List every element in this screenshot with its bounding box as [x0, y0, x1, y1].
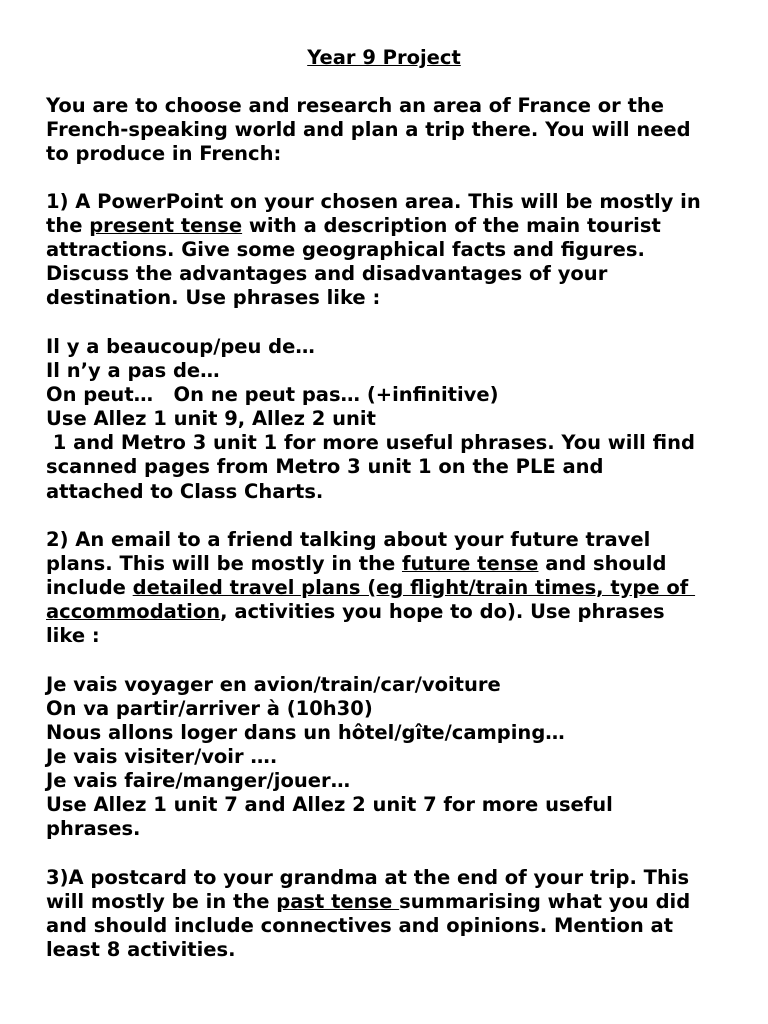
section3-line-3: and should include connectives and opinions. Mention at — [46, 914, 674, 937]
section2-phrase-6: Use Allez 1 unit 7 and Allez 2 unit 7 for more useful — [46, 793, 613, 816]
section2-phrase-7: phrases. — [46, 817, 141, 840]
section2-line-4 — [46, 600, 665, 624]
past-tense-underlined: past tense — [276, 890, 400, 913]
section1-phrase-5: 1 and Metro 3 unit 1 for more useful phrases. You will find — [46, 431, 695, 454]
section2-line-2-post: and should — [538, 552, 667, 575]
future-tense-underlined: future tense — [401, 552, 539, 575]
section1-phrase-6: scanned pages from Metro 3 unit 1 on the PLE and — [46, 455, 604, 478]
section3-line-4: least 8 activities. — [46, 938, 236, 961]
section3-line-2 — [46, 890, 690, 914]
section2-phrase-5: Je vais faire/manger/jouer… — [46, 769, 351, 792]
section2-phrase-1: Je vais voyager en avion/train/car/voiture — [46, 673, 501, 696]
section1-phrase-7: attached to Class Charts. — [46, 480, 324, 503]
section2-phrase-3: Nous allons loger dans un hôtel/gîte/camping… — [46, 721, 565, 744]
accommodation-underlined: accommodation — [46, 600, 221, 623]
intro-line-3: to produce in French: — [46, 142, 282, 165]
section2-line-3-pre: include — [46, 576, 133, 599]
document-title: Year 9 Project — [307, 46, 461, 69]
section1-phrase-3: On peut… On ne peut pas… (+infinitive) — [46, 383, 499, 406]
section2-phrase-4: Je vais visiter/voir …. — [46, 745, 278, 768]
section1-phrase-1: Il y a beaucoup/peu de… — [46, 335, 315, 358]
section2-line-3 — [46, 576, 695, 600]
section1-line-2 — [46, 214, 661, 238]
section2-line-2-pre: plans. This will be mostly in the — [46, 552, 402, 575]
travel-plans-underlined: detailed travel plans (eg flight/train times, type of — [132, 576, 696, 599]
section2-line-4-post: , activities you hope to do). Use phrases — [220, 600, 665, 623]
section1-phrase-4: Use Allez 1 unit 9, Allez 2 unit — [46, 407, 376, 430]
present-tense-underlined: present tense — [89, 214, 243, 237]
intro-line-2: French-speaking world and plan a trip there. You will need — [46, 118, 691, 141]
section2-line-5: like : — [46, 624, 100, 647]
section2-line-1: 2) An email to a friend talking about your future travel — [46, 528, 651, 551]
section2-phrase-2: On va partir/arriver à (10h30) — [46, 697, 373, 720]
section1-line-5: destination. Use phrases like : — [46, 286, 381, 309]
section2-line-2 — [46, 552, 666, 576]
section3-line-2-post: summarising what you did — [399, 890, 691, 913]
section1-line-2-pre: the — [46, 214, 90, 237]
section1-phrase-2: Il n’y a pas de… — [46, 359, 220, 382]
section1-line-4: Discuss the advantages and disadvantages of your — [46, 262, 608, 285]
intro-line-1: You are to choose and research an area of France or the — [46, 94, 665, 117]
section1-line-1: 1) A PowerPoint on your chosen area. This will be mostly in — [46, 190, 701, 213]
section3-line-1: 3)A postcard to your grandma at the end of your trip. This — [46, 866, 690, 889]
section3-line-2-pre: will mostly be in the — [46, 890, 277, 913]
section1-line-2-post: with a description of the main tourist — [242, 214, 661, 237]
section1-line-3: attractions. Give some geographical facts and figures. — [46, 238, 645, 261]
